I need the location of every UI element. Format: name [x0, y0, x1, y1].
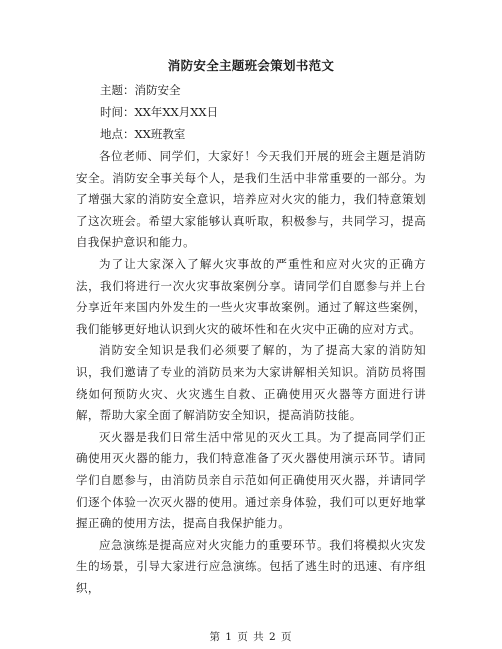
document-title: 消防安全主题班会策划书范文	[167, 58, 335, 73]
meta-time: 时间：XX年XX月XX日	[100, 105, 219, 119]
page-number-footer: 第 1 页 共 2 页	[209, 631, 293, 643]
paragraph-opening: 各位老师、同学们，大家好！今天我们开展的班会主题是消防安全。消防安全事关每个人，是我们生活中非常重要的一部分。为了增强大家的消防安全意识，培养应对火灾的能力，我们特意策划了这次班会。希望大家能够认真听取，积极参与，共同学习，提高自我保护意识和能力。	[76, 149, 426, 250]
document-body	[76, 146, 426, 599]
meta-theme: 主题：消防安全	[100, 83, 181, 97]
paragraph-case-sharing: 为了让大家深入了解火灾事故的严重性和应对火灾的正确方法，我们将进行一次火灾事故案例分享。请同学们自愿参与并上台分享近年来国内外发生的一些火灾事故案例。通过了解这些案例，我们能够更好地认识到火灾的破坏性和在火灾中正确的应对方式。	[76, 256, 426, 336]
paragraph-emergency-drill: 应急演练是提高应对火灾能力的重要环节。我们将模拟火灾发生的场景，引导大家进行应急演练。包括了逃生时的迅速、有序组织，	[76, 537, 426, 595]
paragraph-extinguisher-demo: 灭火器是我们日常生活中常见的灭火工具。为了提高同学们正确使用灭火器的能力，我们特意准备了灭火器使用演示环节。请同学们自愿参与，由消防员亲自示范如何正确使用灭火器，并请同学们逐个体验一次灭火器的使用。通过亲身体验，我们可以更好地掌握正确的使用方法，提高自我保护能力。	[76, 429, 426, 531]
paragraph-knowledge-lecture: 消防安全知识是我们必须要了解的，为了提高大家的消防知识，我们邀请了专业的消防员来为大家讲解相关知识。消防员将围绕如何预防火灾、火灾逃生自救、正确使用灭火器等方面进行讲解，帮助大家全面了解消防安全知识，提高消防技能。	[76, 343, 426, 423]
meta-place: 地点：XX班教室	[100, 127, 186, 141]
